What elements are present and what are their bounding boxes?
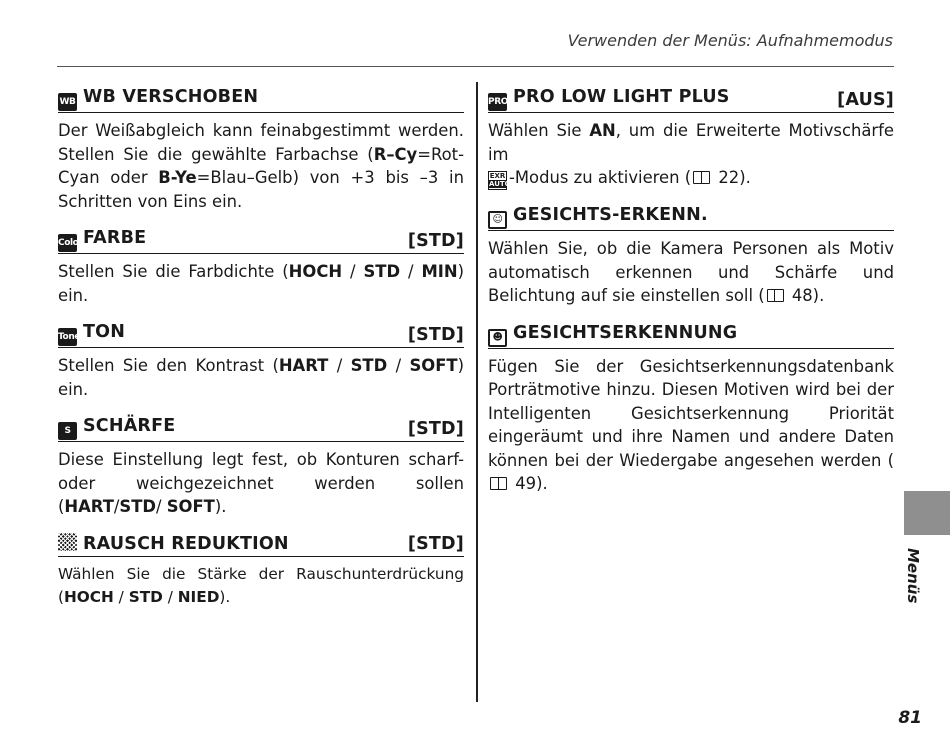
face-recognition-icon: ☻ [488,329,507,347]
section-text: Wählen Sie die Stärke der Rauschunterdrückung (HOCH / STD / NIED). [58,564,464,606]
book-reference-icon [767,289,784,302]
face-detection-icon: ☺ [488,211,507,229]
section-wb-shift [58,86,464,213]
section-noise-reduction [58,533,464,610]
section-heading [58,86,464,113]
tone-icon: Tone [58,328,77,346]
section-text: Fügen Sie der Gesichtserkennungsdatenbank Porträtmotive hinzu. Diesen Motiven wird bei der Intelligenten Gesichtserkennung Priorität eingeräumt und ihre Namen und andere Daten können bei der Wiedergabe angesehen werden ( 49). [488,356,894,493]
section-tab-marker [904,491,950,535]
section-color [58,227,464,307]
section-pro-low-light [488,86,894,190]
book-reference-icon [490,477,507,490]
section-face-detection [488,204,894,308]
default-value: [STD] [407,533,464,554]
page-number: 81 [898,708,922,728]
section-text: Wählen Sie AN, um die Erweiterte Motivschärfe im EXR AUTO -Modus zu aktivieren ( 22). [488,121,894,188]
section-text: Stellen Sie die Farbdichte (HOCH / STD / MIN) ein. [58,262,464,305]
section-text: Diese Einstellung legt fest, ob Konturen scharf- oder weichgezeichnet werden sollen (HART/STD/ SOFT). [58,450,464,516]
section-title: TON [83,322,126,342]
default-value: [AUS] [837,90,894,110]
section-heading [488,204,894,231]
section-title: GESICHTS-ERKENN. [513,205,708,225]
wb-shift-icon: WB [58,93,77,111]
default-value: [STD] [407,419,464,439]
left-column [58,86,464,624]
section-heading [488,86,894,113]
default-value: [STD] [407,325,464,345]
section-title: PRO LOW LIGHT PLUS [513,87,730,107]
section-heading [58,533,464,557]
sharpness-icon: S [58,422,77,440]
section-title: FARBE [83,228,147,248]
exr-auto-icon: EXR AUTO [489,172,511,188]
column-divider [476,82,478,702]
default-value: [STD] [407,231,464,251]
section-heading [488,322,894,349]
noise-reduction-icon [58,533,77,551]
section-text: Stellen Sie den Kontrast (HART / STD / SOFT) ein. [58,356,464,399]
side-label: Menüs [904,548,922,604]
section-text: Der Weißabgleich kann feinabgestimmt werden. Stellen Sie die gewählte Farbachse (R–Cy=Rot-Cyan oder B-Ye=Blau–Gelb) von +3 bis –3 in Schritten von Eins ein. [58,121,464,211]
section-text: Wählen Sie, ob die Kamera Personen als Motiv automatisch erkennen und Schärfe und Belichtung auf sie einstellen soll ( 48). [488,239,894,305]
section-heading [58,415,464,442]
section-title: RAUSCH REDUKTION [83,533,289,554]
book-reference-icon [693,171,710,184]
section-title: WB VERSCHOBEN [83,87,259,107]
running-header: Verwenden der Menüs: Aufnahmemodus [567,31,893,50]
right-column [488,86,894,510]
section-title: SCHÄRFE [83,416,176,436]
section-heading [58,321,464,348]
header-rule [57,66,894,67]
section-title: GESICHTSERKENNUNG [513,322,738,343]
section-sharpness [58,415,464,519]
pro-low-light-icon: PRO [488,93,507,111]
section-face-recognition [488,322,894,496]
color-icon: Color [58,234,77,252]
section-tone [58,321,464,401]
section-heading [58,227,464,254]
